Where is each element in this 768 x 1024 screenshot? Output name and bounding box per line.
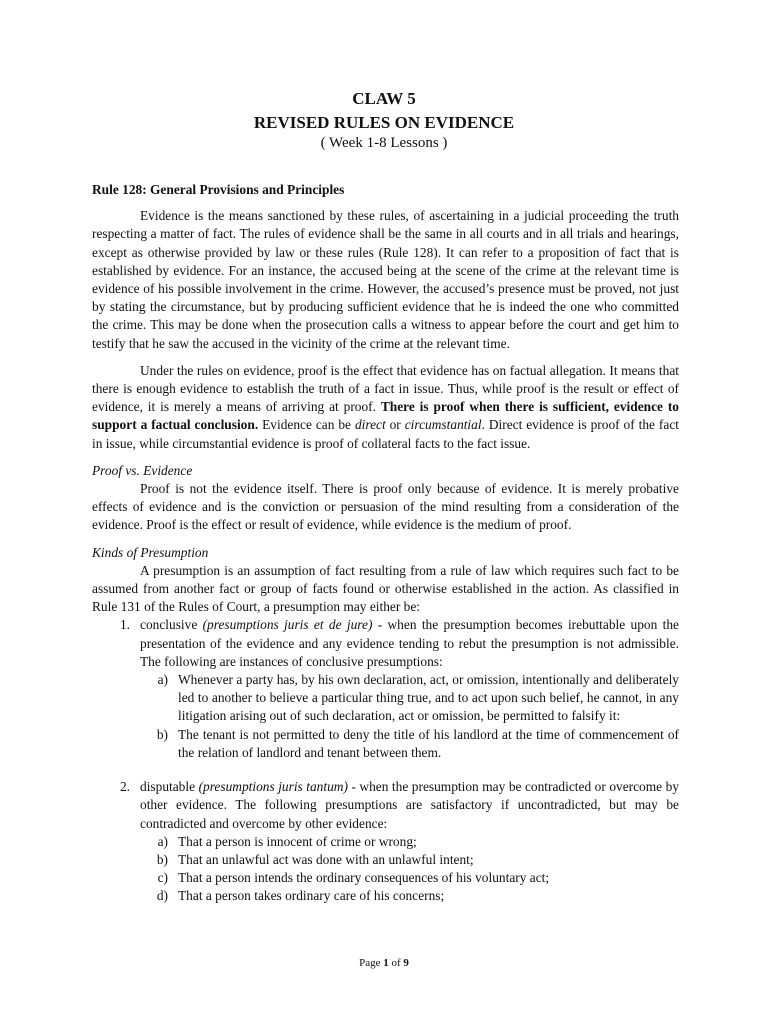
- sub-item: [92, 833, 679, 851]
- sub-item-letter: d): [156, 888, 168, 904]
- sub-item-text: That a person takes ordinary care of his concerns;: [178, 888, 445, 904]
- section-heading-rule128: Rule 128: General Provisions and Principles: [92, 182, 345, 197]
- sub-item: [92, 869, 679, 887]
- footer-page-word: Page: [359, 957, 384, 969]
- sub-item: [92, 671, 679, 726]
- list-item-text: conclusive: [140, 617, 203, 633]
- sub-item-letter: a): [157, 833, 168, 849]
- sub-item-text: Whenever a party has, by his own declaration, act, or omission, intentionally and deliberately led to another to believe a particular thing true, and to act upon such belief, he cannot, in any litigation arising out of such declaration, act or omission, be permitted to falsify it:: [178, 672, 679, 724]
- list-item-conclusive: [92, 616, 679, 671]
- footer-page-total: 9: [403, 957, 409, 969]
- list-item-italic: (presumptions juris tantum): [198, 779, 348, 795]
- sub-item-letter: a): [157, 672, 168, 688]
- paragraph-proof-circumstantial: circumstantial: [404, 417, 482, 433]
- section-heading-kinds-of-presumption: Kinds of Presumption: [92, 544, 209, 560]
- paragraph-proof-text-c: . Direct evidence is proof of the fact in issue, while circumstantial evidence is proof of collateral facts to the fact issue.: [92, 417, 679, 451]
- sub-item: [92, 887, 679, 905]
- sub-item-letter: c): [157, 870, 168, 886]
- paragraph-proof-text-b: Evidence can be: [258, 417, 355, 433]
- paragraph-proof-or: or: [385, 417, 405, 433]
- sub-item-text: That an unlawful act was done with an unlawful intent;: [178, 851, 474, 867]
- footer-page-number: 1: [383, 957, 389, 969]
- page-footer: [0, 957, 768, 969]
- sub-item-text: That a person is innocent of crime or wrong;: [178, 833, 417, 849]
- document-body: [92, 181, 679, 906]
- document-title: CLAW 5: [352, 89, 416, 108]
- paragraph-proof: [92, 362, 679, 453]
- sub-item: [92, 851, 679, 869]
- list-item-disputable: [92, 778, 679, 833]
- paragraph-presumption: A presumption is an assumption of fact resulting from a rule of law which requires such fact to be assumed from another fact or group of facts found or otherwise established in the action. As classified in Rule 131 of the Rules of Court, a presumption may either be:: [92, 562, 679, 615]
- list-item-text-rest: - when the presumption may be contradicted or overcome by other evidence. The following presumptions are satisfactory if uncontradicted, but may be contradicted and overcome by other evidence:: [140, 779, 680, 831]
- list-item-italic: (presumptions juris et de jure): [202, 617, 373, 633]
- paragraph-evidence-definition: Evidence is the means sanctioned by these rules, of ascertaining in a judicial proceeding the truth respecting a matter of fact. The rules of evidence shall be the same in all courts and in all trials and hearings, except as otherwise provided by law or these rules (Rule 128). It can refer to a proposition of fact that is established by evidence. For an instance, the accused being at the scene of the crime at the relevant time is evidence of his possible involvement in the crime. However, the accused’s presence must be proved, not just by stating the circumstance, but by producing sufficient evidence that he is indeed the one who committed the crime. This may be done when the prosecution calls a witness to appear before the court and get him to testify that he saw the accused in the vicinity of the crime at the relevant time.: [92, 208, 679, 351]
- paragraph-proof-bold: There is proof when there is sufficient, evidence to support a factual conclusion.: [92, 399, 679, 433]
- sub-item-letter: b): [156, 851, 168, 867]
- list-item-text: disputable: [140, 779, 199, 795]
- list-number: 1.: [119, 617, 130, 633]
- paragraph-proof-direct: direct: [354, 417, 386, 433]
- document-subtitle: REVISED RULES ON EVIDENCE: [253, 113, 515, 132]
- sub-item-text: That a person intends the ordinary consequences of his voluntary act;: [178, 870, 550, 886]
- footer-of-word: of: [388, 957, 404, 969]
- sub-item-text: The tenant is not permitted to deny the title of his landlord at the time of commencement of the relation of landlord and tenant between them.: [178, 726, 679, 760]
- sub-item-letter: b): [156, 726, 168, 742]
- paragraph-proof-vs-evidence: Proof is not the evidence itself. There is proof only because of evidence. It is merely probative effects of evidence and is the conviction or persuasion of the mind resulting from a consideration of the evidence. Proof is the effect or result of evidence, while evidence is the medium of proof.: [92, 481, 679, 533]
- section-heading-proof-vs-evidence: Proof vs. Evidence: [92, 462, 193, 478]
- paragraph-proof-text-a: Under the rules on evidence, proof is the effect that evidence has on factual allegation. It means that there is enough evidence to establish the truth of a fact in issue. Thus, while proof is the result or effect of evidence, it is merely a means of arriving at proof.: [92, 362, 679, 415]
- document-weeks: ( Week 1-8 Lessons ): [320, 135, 448, 151]
- list-number: 2.: [119, 779, 130, 795]
- sub-item: [92, 726, 679, 762]
- presumption-list: [92, 616, 679, 905]
- list-item-text-rest: - when the presumption becomes irebuttable upon the presentation of the evidence and any evidence tending to rebut the presumption is not admissible. The following are instances of conclusive presumptions:: [140, 617, 679, 669]
